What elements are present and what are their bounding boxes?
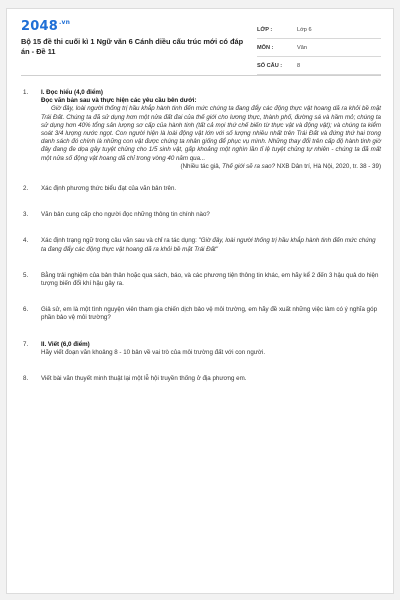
question-6: [21, 306, 381, 322]
question-text: Hãy viết đoạn văn khoảng 8 - 10 bản về vai trò của môi trường đất với con người.: [41, 348, 266, 356]
question-instruction: Đọc văn bản sau và thực hiện các yêu cầu bên dưới:: [41, 97, 197, 105]
question-1: [21, 89, 381, 171]
question-text: Xác định phương thức biểu đạt của văn bản trên.: [41, 185, 177, 193]
question-quote: "Giờ đây, loài người thống trị hầu khắp hành tinh đến mức chúng ta đang đẩy các động thực vật hoang dã ra khỏi bề mặt Trái Đất": [41, 237, 376, 253]
question-8: [21, 375, 381, 383]
question-number: 2.: [23, 185, 29, 193]
document-header: [21, 17, 381, 71]
document-page: [6, 8, 394, 594]
question-number: 6.: [23, 306, 29, 314]
header-divider: [21, 75, 381, 76]
meta-value: Văn: [297, 45, 307, 51]
document-meta: [257, 25, 381, 79]
question-number: 7.: [23, 340, 29, 348]
question-3: [21, 211, 381, 219]
question-number: 8.: [23, 375, 29, 383]
citation-rest: NXB Dân trí, Hà Nội, 2020, tr. 38 - 39): [275, 162, 381, 170]
citation-prefix: (Nhiều tác giả,: [180, 162, 223, 170]
logo-text: 2048: [21, 19, 58, 34]
section-heading: II. Viết (6,0 điểm): [41, 340, 90, 348]
question-text: Viết bài văn thuyết minh thuật lại một lễ hội truyền thống ở địa phương em.: [41, 375, 247, 383]
question-number: 4.: [23, 237, 29, 245]
question-text: Văn bản cung cấp cho người đọc những thông tin chính nào?: [41, 211, 210, 219]
question-4: [21, 237, 381, 253]
document-title: Bộ 15 đề thi cuối kì 1 Ngữ văn 6 Cánh diều cấu trúc mới có đáp án - Đề 11: [21, 37, 244, 56]
reading-passage: Giờ đây, loài người thống trị hầu khắp hành tinh đến mức chúng ta đang đẩy các động thực vật hoang dã ra khỏi bề mặt Trái Đất. Chúng ta đã sử dụng hơn một nửa đất đai của thế giới cho lương thực, thành phố, đường sá và hầm mỏ; chúng ta sử dụng hơn 40% tổng sản lượng sơ cấp của hành tinh (tất cả mọi thứ chế biến từ thực vật và động vật); và chúng ta kiểm soát 3/4 lượng nước ngọt. Con người hiện là loài động vật lớn với số lượng nhiều nhất trên Trái Đất và đứng thứ hai trong danh sách đó chính là những con vật được chúng ta nhân giống để phục vụ mình. Những thay đổi trên cấp độ hành tinh giờ đây đang đe dọa gây tuyệt chủng cho 1/5 sinh vật, gấp khoảng một nghìn lần tỉ lệ tuyệt chủng tự nhiên - chúng ta đã mất một nửa số động vật hoang dã chỉ trong vòng 40 năm qua...: [41, 105, 381, 162]
question-5: [21, 272, 381, 288]
question-prompt: Xác định trạng ngữ trong câu văn sau và chỉ ra tác dụng:: [41, 237, 199, 245]
meta-row-class: [257, 25, 381, 39]
question-7: [21, 341, 381, 357]
question-list: [21, 89, 381, 383]
question-number: 3.: [23, 211, 29, 219]
question-text: [41, 237, 381, 253]
site-logo[interactable]: [21, 19, 70, 34]
meta-value: 8: [297, 63, 301, 69]
citation-work: Thế giới sẽ ra sao?: [222, 162, 276, 170]
section-heading: I. Đọc hiểu (4,0 điểm): [41, 89, 103, 96]
meta-label: LỚP :: [257, 27, 273, 33]
meta-row-count: [257, 61, 381, 75]
passage-citation: [41, 163, 381, 171]
question-text: Bằng trải nghiệm của bản thân hoặc qua sách, báo, và các phương tiện thông tin khác, em hãy kể 2 đến 3 hậu quả do hiện tượng biến đổi khí hậu gây ra.: [41, 271, 379, 288]
meta-value: Lớp 6: [297, 27, 312, 33]
question-2: [21, 185, 381, 193]
meta-row-subject: [257, 43, 381, 57]
meta-label: MÔN :: [257, 45, 274, 51]
logo-suffix: .vn: [58, 19, 71, 26]
question-number: 5.: [23, 271, 29, 279]
question-text: Giả sử, em là một tình nguyện viên tham gia chiến dịch bảo vệ môi trường, em hãy đề xuất những việc làm có ý nghĩa góp phần bảo vệ môi trường?: [41, 306, 378, 322]
question-number: 1.: [23, 89, 29, 96]
meta-label: SỐ CÂU :: [257, 63, 283, 69]
